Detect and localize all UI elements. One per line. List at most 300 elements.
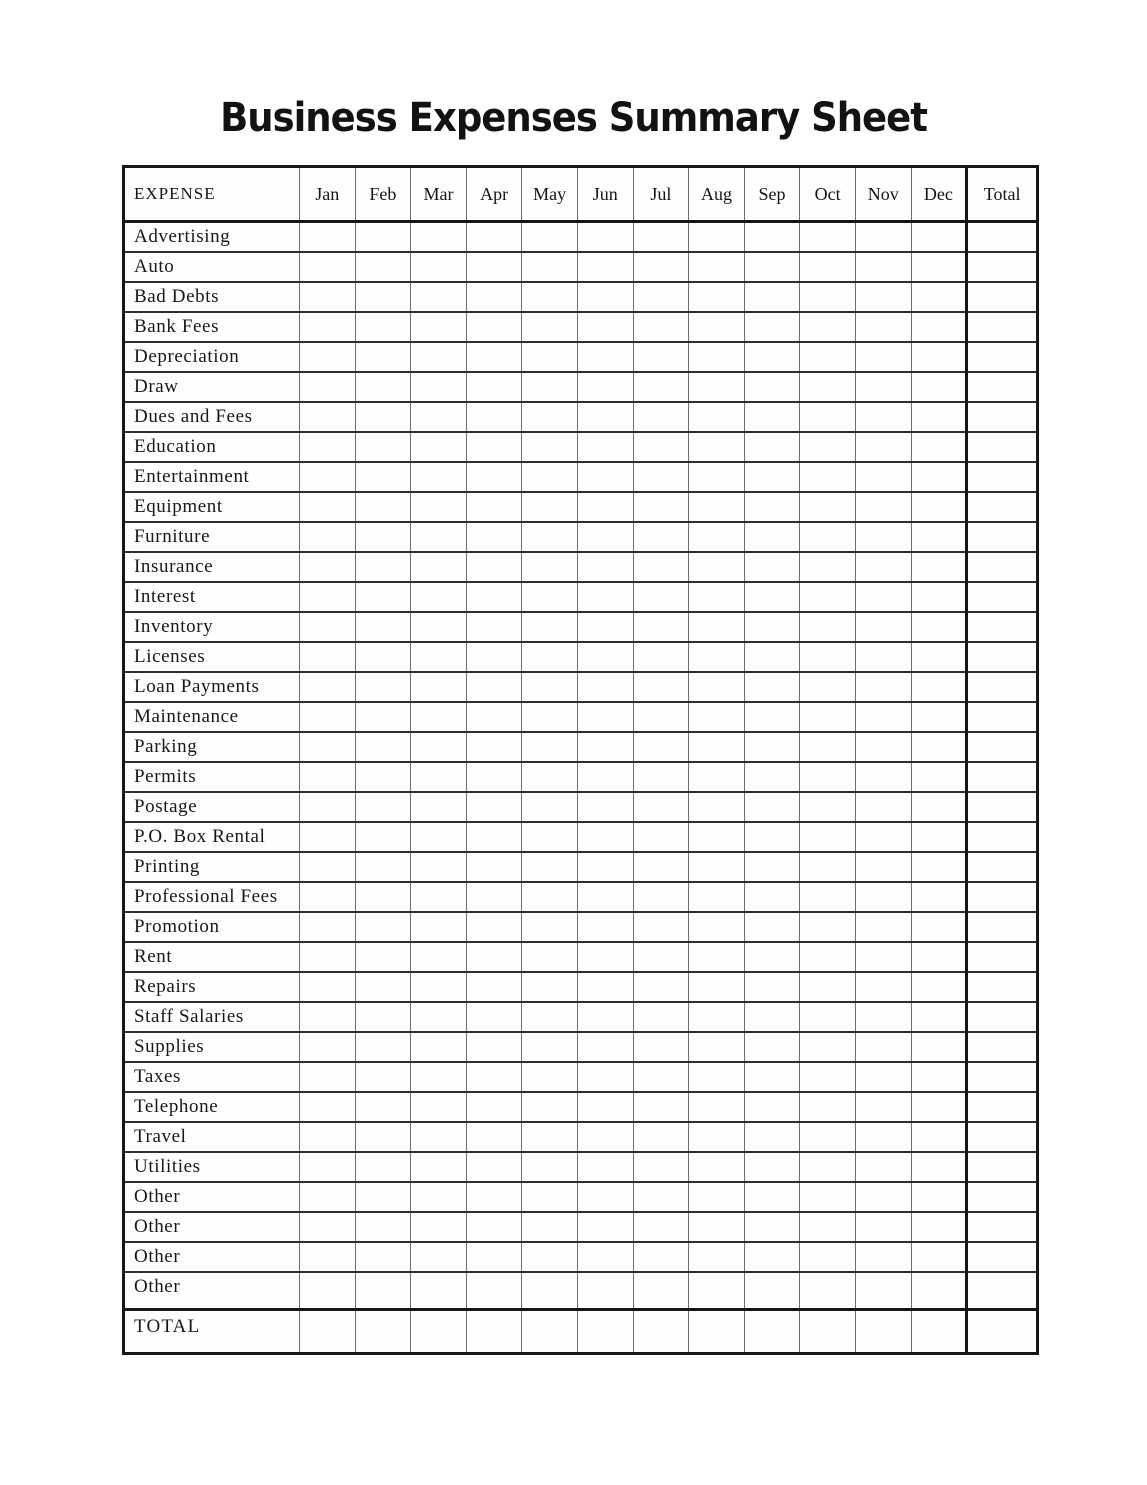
month-value-cell [911, 312, 967, 342]
month-value-cell [800, 912, 856, 942]
total-value-cell [967, 762, 1038, 792]
month-value-cell [911, 942, 967, 972]
month-value-cell [911, 1032, 967, 1062]
month-value-cell [577, 1182, 633, 1212]
month-value-cell [855, 372, 911, 402]
month-value-cell [689, 1062, 745, 1092]
month-value-cell [911, 462, 967, 492]
month-value-cell [800, 252, 856, 282]
month-value-cell [744, 822, 800, 852]
month-value-cell [577, 1002, 633, 1032]
month-value-cell [911, 432, 967, 462]
month-value-cell [466, 1152, 522, 1182]
month-value-cell [800, 1152, 856, 1182]
month-value-cell [300, 492, 356, 522]
month-value-cell [800, 732, 856, 762]
month-value-cell [466, 582, 522, 612]
month-value-cell [522, 552, 578, 582]
month-value-cell [466, 462, 522, 492]
month-value-cell [522, 912, 578, 942]
month-value-cell [800, 642, 856, 672]
month-value-cell [355, 1242, 411, 1272]
month-value-cell [355, 372, 411, 402]
expense-label-cell: Travel [124, 1122, 300, 1152]
month-value-cell [355, 1212, 411, 1242]
month-value-cell [300, 462, 356, 492]
total-value-cell [967, 552, 1038, 582]
month-value-cell [689, 402, 745, 432]
total-value-cell [967, 282, 1038, 312]
expense-label-cell: Advertising [124, 222, 300, 252]
month-value-cell [689, 342, 745, 372]
month-value-cell [411, 642, 467, 672]
month-value-cell [466, 1272, 522, 1310]
month-value-cell [355, 642, 411, 672]
month-value-cell [911, 282, 967, 312]
total-value-cell [967, 1092, 1038, 1122]
month-value-cell [411, 1242, 467, 1272]
month-header-cell: May [522, 167, 578, 222]
expense-label-cell: Bank Fees [124, 312, 300, 342]
month-value-cell [300, 642, 356, 672]
month-value-cell [300, 732, 356, 762]
month-value-cell [911, 1242, 967, 1272]
month-value-cell [300, 282, 356, 312]
table-row [124, 492, 1038, 522]
month-value-cell [744, 432, 800, 462]
expense-label-cell: Entertainment [124, 462, 300, 492]
expense-label-cell: Postage [124, 792, 300, 822]
month-value-cell [466, 1032, 522, 1062]
month-value-cell [411, 342, 467, 372]
month-value-cell [855, 252, 911, 282]
month-value-cell [355, 732, 411, 762]
month-value-cell [577, 492, 633, 522]
month-value-cell [300, 1092, 356, 1122]
month-value-cell [522, 252, 578, 282]
expense-label-cell: Utilities [124, 1152, 300, 1182]
month-value-cell [300, 222, 356, 252]
month-value-cell [355, 462, 411, 492]
month-value-cell [633, 492, 689, 522]
month-value-cell [689, 1002, 745, 1032]
month-value-cell [633, 1272, 689, 1310]
month-value-cell [800, 1212, 856, 1242]
month-value-cell [355, 402, 411, 432]
month-value-cell [689, 1122, 745, 1152]
month-value-cell [522, 702, 578, 732]
month-value-cell [633, 882, 689, 912]
month-value-cell [300, 912, 356, 942]
month-value-cell [689, 522, 745, 552]
month-value-cell [911, 1152, 967, 1182]
month-value-cell [633, 972, 689, 1002]
month-value-cell [466, 1182, 522, 1212]
month-value-cell [855, 1152, 911, 1182]
month-value-cell [744, 402, 800, 432]
month-value-cell [522, 882, 578, 912]
month-value-cell [633, 942, 689, 972]
table-row [124, 522, 1038, 552]
table-row [124, 672, 1038, 702]
month-value-cell [577, 672, 633, 702]
month-value-cell [577, 432, 633, 462]
table-row [124, 1092, 1038, 1122]
table-row [124, 972, 1038, 1002]
month-value-cell [855, 912, 911, 942]
month-value-cell [911, 372, 967, 402]
month-value-cell [411, 1122, 467, 1152]
month-value-cell [911, 1272, 967, 1310]
month-value-cell [800, 822, 856, 852]
month-value-cell [522, 1242, 578, 1272]
month-value-cell [577, 1272, 633, 1310]
month-value-cell [355, 552, 411, 582]
month-value-cell [689, 222, 745, 252]
month-value-cell [800, 852, 856, 882]
expense-label-cell: Interest [124, 582, 300, 612]
month-total-cell [800, 1310, 856, 1354]
month-value-cell [855, 672, 911, 702]
month-value-cell [800, 372, 856, 402]
month-value-cell [466, 252, 522, 282]
month-value-cell [689, 1182, 745, 1212]
month-value-cell [577, 312, 633, 342]
month-value-cell [689, 1212, 745, 1242]
month-value-cell [577, 342, 633, 372]
table-row [124, 1032, 1038, 1062]
month-value-cell [800, 432, 856, 462]
month-value-cell [689, 912, 745, 942]
expense-label-cell: Printing [124, 852, 300, 882]
month-value-cell [411, 912, 467, 942]
table-row [124, 1062, 1038, 1092]
month-value-cell [855, 1212, 911, 1242]
table-row [124, 372, 1038, 402]
month-value-cell [744, 1212, 800, 1242]
month-value-cell [300, 1242, 356, 1272]
month-value-cell [466, 312, 522, 342]
month-value-cell [689, 612, 745, 642]
month-value-cell [522, 822, 578, 852]
month-value-cell [855, 282, 911, 312]
month-value-cell [633, 372, 689, 402]
table-row [124, 912, 1038, 942]
month-value-cell [522, 432, 578, 462]
month-value-cell [744, 942, 800, 972]
month-value-cell [411, 1032, 467, 1062]
table-row [124, 582, 1038, 612]
month-value-cell [522, 612, 578, 642]
month-value-cell [577, 552, 633, 582]
month-value-cell [355, 432, 411, 462]
month-value-cell [355, 1152, 411, 1182]
month-value-cell [911, 762, 967, 792]
month-value-cell [744, 672, 800, 702]
month-value-cell [855, 1242, 911, 1272]
month-value-cell [633, 552, 689, 582]
month-value-cell [577, 942, 633, 972]
month-value-cell [577, 822, 633, 852]
month-value-cell [855, 762, 911, 792]
month-value-cell [411, 252, 467, 282]
month-value-cell [466, 852, 522, 882]
month-value-cell [855, 1032, 911, 1062]
month-value-cell [800, 402, 856, 432]
month-value-cell [466, 1212, 522, 1242]
month-value-cell [411, 612, 467, 642]
month-value-cell [300, 762, 356, 792]
month-value-cell [300, 1122, 356, 1152]
month-value-cell [689, 1272, 745, 1310]
month-value-cell [911, 642, 967, 672]
month-value-cell [633, 1182, 689, 1212]
month-value-cell [800, 282, 856, 312]
month-value-cell [633, 912, 689, 942]
month-value-cell [300, 1002, 356, 1032]
month-header-cell: Apr [466, 167, 522, 222]
month-value-cell [744, 762, 800, 792]
month-value-cell [411, 582, 467, 612]
month-value-cell [355, 1122, 411, 1152]
month-value-cell [522, 762, 578, 792]
month-value-cell [744, 312, 800, 342]
total-value-cell [967, 792, 1038, 822]
month-value-cell [300, 432, 356, 462]
month-value-cell [633, 642, 689, 672]
total-row-label-cell: TOTAL [124, 1310, 300, 1354]
month-value-cell [522, 582, 578, 612]
month-total-cell [855, 1310, 911, 1354]
month-value-cell [300, 672, 356, 702]
expense-label-cell: Repairs [124, 972, 300, 1002]
month-value-cell [689, 492, 745, 522]
month-value-cell [466, 762, 522, 792]
month-value-cell [466, 672, 522, 702]
month-value-cell [911, 1062, 967, 1092]
table-row [124, 342, 1038, 372]
month-value-cell [522, 1182, 578, 1212]
month-value-cell [855, 1062, 911, 1092]
month-value-cell [855, 882, 911, 912]
month-value-cell [411, 1272, 467, 1310]
month-value-cell [800, 1182, 856, 1212]
month-value-cell [466, 612, 522, 642]
total-value-cell [967, 642, 1038, 672]
month-value-cell [744, 1062, 800, 1092]
expense-label-cell: Bad Debts [124, 282, 300, 312]
month-value-cell [744, 612, 800, 642]
month-value-cell [855, 822, 911, 852]
month-value-cell [577, 732, 633, 762]
month-value-cell [800, 792, 856, 822]
total-value-cell [967, 1212, 1038, 1242]
month-value-cell [355, 1092, 411, 1122]
month-value-cell [800, 462, 856, 492]
month-value-cell [911, 702, 967, 732]
month-value-cell [411, 1182, 467, 1212]
month-value-cell [577, 912, 633, 942]
month-value-cell [689, 642, 745, 672]
month-value-cell [689, 282, 745, 312]
total-value-cell [967, 222, 1038, 252]
month-value-cell [466, 942, 522, 972]
month-total-cell [633, 1310, 689, 1354]
month-value-cell [411, 732, 467, 762]
month-value-cell [577, 282, 633, 312]
month-value-cell [855, 942, 911, 972]
expense-label-cell: Auto [124, 252, 300, 282]
month-value-cell [855, 582, 911, 612]
total-value-cell [967, 852, 1038, 882]
table-row [124, 1182, 1038, 1212]
month-value-cell [466, 402, 522, 432]
month-value-cell [355, 852, 411, 882]
expense-label-cell: Maintenance [124, 702, 300, 732]
month-value-cell [300, 1272, 356, 1310]
month-value-cell [855, 642, 911, 672]
month-value-cell [800, 612, 856, 642]
month-value-cell [855, 702, 911, 732]
month-header-cell: Mar [411, 167, 467, 222]
month-value-cell [689, 312, 745, 342]
month-value-cell [689, 1032, 745, 1062]
table-row [124, 762, 1038, 792]
month-value-cell [689, 762, 745, 792]
month-value-cell [577, 522, 633, 552]
month-value-cell [522, 492, 578, 522]
month-value-cell [300, 372, 356, 402]
table-row [124, 462, 1038, 492]
month-value-cell [689, 972, 745, 1002]
month-value-cell [466, 732, 522, 762]
total-value-cell [967, 1242, 1038, 1272]
total-value-cell [967, 822, 1038, 852]
month-value-cell [522, 642, 578, 672]
month-value-cell [855, 972, 911, 1002]
month-value-cell [689, 372, 745, 402]
total-value-cell [967, 1122, 1038, 1152]
month-value-cell [855, 492, 911, 522]
month-value-cell [300, 702, 356, 732]
table-row [124, 822, 1038, 852]
month-value-cell [466, 222, 522, 252]
month-value-cell [855, 852, 911, 882]
month-value-cell [633, 762, 689, 792]
table-row [124, 1272, 1038, 1310]
month-value-cell [744, 792, 800, 822]
month-value-cell [800, 672, 856, 702]
month-value-cell [577, 252, 633, 282]
month-value-cell [744, 1002, 800, 1032]
month-value-cell [633, 462, 689, 492]
month-value-cell [744, 582, 800, 612]
month-value-cell [355, 762, 411, 792]
expense-label-cell: Inventory [124, 612, 300, 642]
month-value-cell [800, 762, 856, 792]
month-value-cell [911, 732, 967, 762]
expense-label-cell: Permits [124, 762, 300, 792]
month-value-cell [411, 402, 467, 432]
total-value-cell [967, 882, 1038, 912]
month-value-cell [911, 552, 967, 582]
month-value-cell [911, 612, 967, 642]
expense-label-cell: Education [124, 432, 300, 462]
table-row [124, 702, 1038, 732]
month-value-cell [355, 822, 411, 852]
month-value-cell [633, 252, 689, 282]
expense-label-cell: Furniture [124, 522, 300, 552]
month-value-cell [522, 972, 578, 1002]
table-row [124, 882, 1038, 912]
month-value-cell [744, 852, 800, 882]
total-header-cell: Total [967, 167, 1038, 222]
month-value-cell [633, 402, 689, 432]
month-value-cell [633, 672, 689, 702]
month-value-cell [633, 432, 689, 462]
total-value-cell [967, 972, 1038, 1002]
month-header-cell: Jan [300, 167, 356, 222]
month-total-cell [300, 1310, 356, 1354]
month-value-cell [855, 792, 911, 822]
month-value-cell [577, 222, 633, 252]
expense-label-cell: Draw [124, 372, 300, 402]
expense-label-cell: Other [124, 1242, 300, 1272]
month-value-cell [466, 522, 522, 552]
total-value-cell [967, 1032, 1038, 1062]
month-value-cell [800, 1092, 856, 1122]
month-value-cell [689, 1242, 745, 1272]
expense-header-cell: EXPENSE [124, 167, 300, 222]
total-value-cell [967, 492, 1038, 522]
month-value-cell [522, 732, 578, 762]
month-header-cell: Dec [911, 167, 967, 222]
month-value-cell [577, 1032, 633, 1062]
table-row [124, 552, 1038, 582]
month-value-cell [689, 252, 745, 282]
total-value-cell [967, 372, 1038, 402]
expense-label-cell: Licenses [124, 642, 300, 672]
total-value-cell [967, 402, 1038, 432]
month-value-cell [355, 492, 411, 522]
month-value-cell [300, 1062, 356, 1092]
month-value-cell [633, 342, 689, 372]
month-value-cell [300, 942, 356, 972]
month-value-cell [744, 1092, 800, 1122]
month-value-cell [800, 222, 856, 252]
total-value-cell [967, 942, 1038, 972]
month-total-cell [911, 1310, 967, 1354]
month-value-cell [689, 432, 745, 462]
month-value-cell [522, 942, 578, 972]
month-value-cell [355, 522, 411, 552]
month-value-cell [411, 522, 467, 552]
month-value-cell [466, 912, 522, 942]
month-value-cell [355, 282, 411, 312]
month-header-cell: Sep [744, 167, 800, 222]
total-row [124, 1310, 1038, 1354]
month-total-cell [466, 1310, 522, 1354]
month-value-cell [800, 942, 856, 972]
month-value-cell [300, 522, 356, 552]
total-value-cell [967, 432, 1038, 462]
month-total-cell [522, 1310, 578, 1354]
month-header-cell: Feb [355, 167, 411, 222]
total-value-cell [967, 612, 1038, 642]
month-value-cell [355, 1182, 411, 1212]
page-title: Business Expenses Summary Sheet [220, 94, 927, 141]
month-value-cell [411, 1002, 467, 1032]
